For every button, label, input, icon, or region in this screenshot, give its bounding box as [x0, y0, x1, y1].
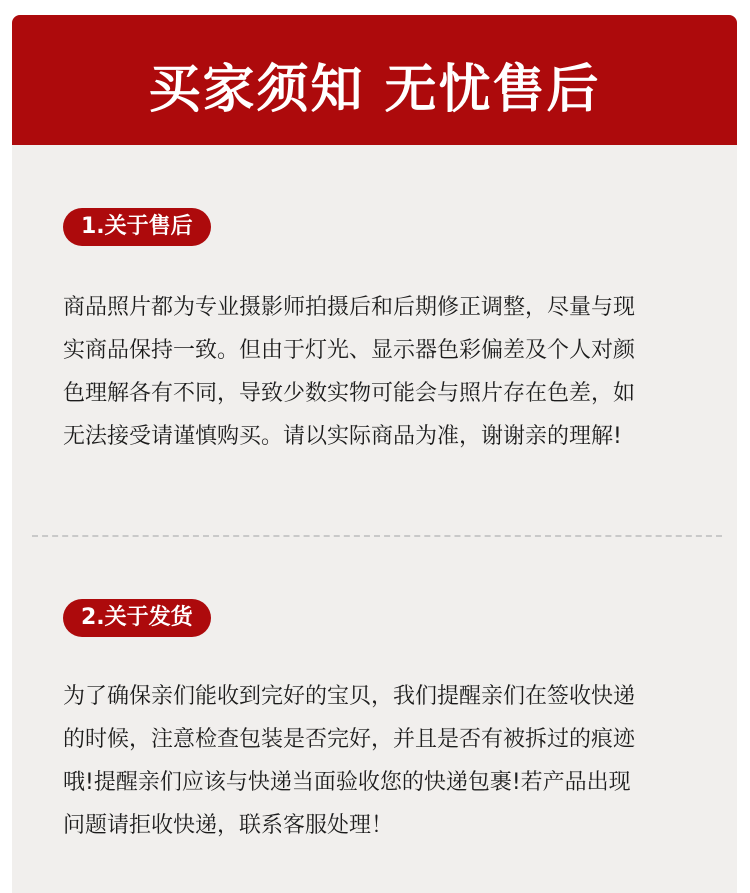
- section-text-shipping: [63, 675, 703, 847]
- text-line: 无法接受请谨慎购买。请以实际商品为准，谢谢亲的理解!: [63, 424, 622, 449]
- section-label-after-sales: 1.关于售后: [63, 208, 211, 246]
- text-line: 色理解各有不同，导致少数实物可能会与照片存在色差，如: [63, 381, 636, 406]
- text-line: 的时候，注意检查包装是否完好，并且是否有被拆过的痕迹: [63, 727, 636, 752]
- text-line: 实商品保持一致。但由于灯光、显示器色彩偏差及个人对颜: [63, 338, 636, 363]
- header-banner: [12, 15, 737, 145]
- text-line: 商品照片都为专业摄影师拍摄后和后期修正调整，尽量与现: [63, 295, 636, 320]
- text-line: 哦!提醒亲们应该与快递当面验收您的快递包裹!若产品出现: [63, 770, 631, 795]
- dashed-divider: [32, 535, 722, 537]
- notice-card: [12, 15, 737, 893]
- section-text-after-sales: [63, 286, 703, 458]
- section-label-shipping: 2.关于发货: [63, 599, 211, 637]
- page-title: 买家须知 无忧售后: [148, 59, 601, 120]
- text-line: 为了确保亲们能收到完好的宝贝，我们提醒亲们在签收快递: [63, 684, 636, 709]
- text-line: 问题请拒收快递，联系客服处理！: [63, 813, 394, 838]
